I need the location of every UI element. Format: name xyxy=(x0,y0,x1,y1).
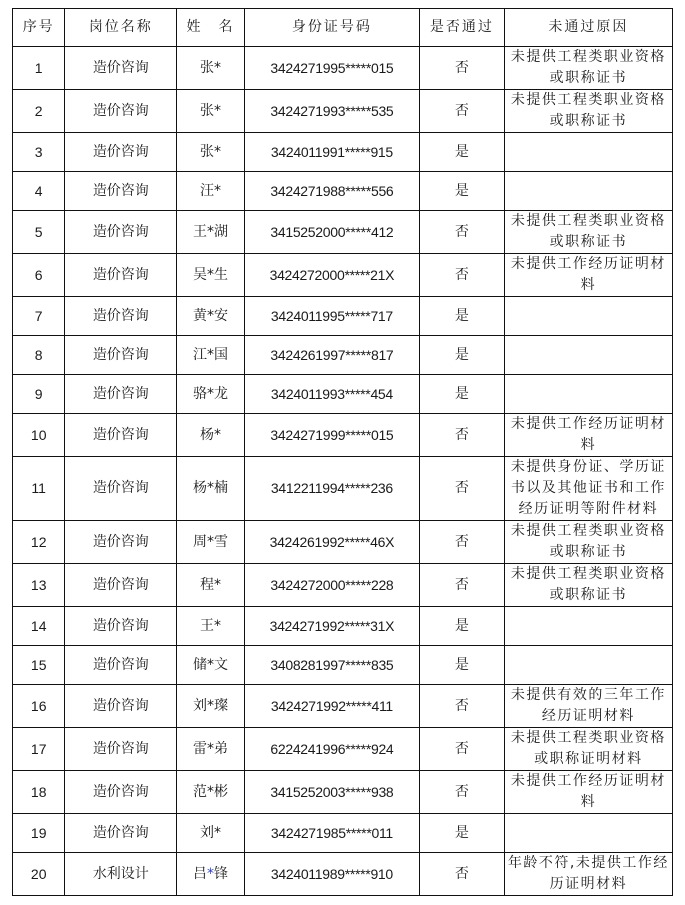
cell-passed: 否 xyxy=(420,47,505,90)
cell-id-number: 3424271995*****015 xyxy=(244,47,419,90)
table-row xyxy=(13,457,673,521)
cell-post: 造价咨询 xyxy=(65,771,177,814)
cell-id-number: 3424271992*****31X xyxy=(244,607,419,646)
cell-reason: 未提供工程类职业资格或职称证书 xyxy=(504,211,672,254)
cell-post: 造价咨询 xyxy=(65,685,177,728)
cell-reason: 未提供工程类职业资格或职称证书 xyxy=(504,564,672,607)
table-row xyxy=(13,336,673,375)
cell-id-number: 3424271988*****556 xyxy=(244,172,419,211)
table-row xyxy=(13,564,673,607)
cell-post: 造价咨询 xyxy=(65,133,177,172)
cell-seq: 18 xyxy=(13,771,65,814)
cell-id-number: 3415252003*****938 xyxy=(244,771,419,814)
header-post: 岗位名称 xyxy=(65,9,177,47)
cell-passed: 否 xyxy=(420,457,505,521)
cell-seq: 16 xyxy=(13,685,65,728)
cell-reason xyxy=(504,646,672,685)
cell-name: 吴*生 xyxy=(177,254,245,297)
cell-post: 造价咨询 xyxy=(65,297,177,336)
cell-passed: 是 xyxy=(420,172,505,211)
cell-reason xyxy=(504,814,672,853)
cell-passed: 否 xyxy=(420,414,505,457)
cell-name: 杨* xyxy=(177,414,245,457)
cell-passed: 否 xyxy=(420,728,505,771)
header-passed: 是否通过 xyxy=(420,9,505,47)
cell-name: 王* xyxy=(177,607,245,646)
cell-reason: 未提供工程类职业资格或职称证明材料 xyxy=(504,728,672,771)
cell-post: 造价咨询 xyxy=(65,172,177,211)
cell-seq: 10 xyxy=(13,414,65,457)
cell-passed: 是 xyxy=(420,814,505,853)
table-row xyxy=(13,728,673,771)
cell-id-number: 3424272000*****228 xyxy=(244,564,419,607)
cell-name: 程* xyxy=(177,564,245,607)
cell-passed: 是 xyxy=(420,133,505,172)
cell-seq: 5 xyxy=(13,211,65,254)
cell-name: 雷*弟 xyxy=(177,728,245,771)
cell-name: 杨*楠 xyxy=(177,457,245,521)
cell-id-number: 3424011993*****454 xyxy=(244,375,419,414)
cell-seq: 2 xyxy=(13,90,65,133)
cell-id-number: 3408281997*****835 xyxy=(244,646,419,685)
cell-name xyxy=(177,853,245,896)
table-row xyxy=(13,47,673,90)
cell-seq: 11 xyxy=(13,457,65,521)
cell-reason: 未提供工程类职业资格或职称证书 xyxy=(504,521,672,564)
cell-reason xyxy=(504,607,672,646)
cell-post: 造价咨询 xyxy=(65,211,177,254)
cell-passed: 是 xyxy=(420,607,505,646)
cell-passed: 否 xyxy=(420,521,505,564)
cell-reason xyxy=(504,375,672,414)
cell-id-number: 3424011989*****910 xyxy=(244,853,419,896)
cell-reason: 未提供工程类职业资格或职称证书 xyxy=(504,90,672,133)
table-row xyxy=(13,685,673,728)
cell-reason xyxy=(504,172,672,211)
cell-id-number: 3424271999*****015 xyxy=(244,414,419,457)
cell-passed: 是 xyxy=(420,297,505,336)
cell-passed: 否 xyxy=(420,254,505,297)
cell-post: 造价咨询 xyxy=(65,375,177,414)
cell-post: 水利设计 xyxy=(65,853,177,896)
cell-reason: 未提供工作经历证明材料 xyxy=(504,414,672,457)
header-name: 姓 名 xyxy=(177,9,245,47)
table-row xyxy=(13,853,673,896)
cell-name: 周*雪 xyxy=(177,521,245,564)
header-reason: 未通过原因 xyxy=(504,9,672,47)
table-row xyxy=(13,607,673,646)
cell-name: 黄*安 xyxy=(177,297,245,336)
cell-name: 汪* xyxy=(177,172,245,211)
table-row xyxy=(13,172,673,211)
cell-name: 范*彬 xyxy=(177,771,245,814)
cell-name: 刘* xyxy=(177,814,245,853)
cell-post: 造价咨询 xyxy=(65,336,177,375)
cell-id-number: 3424261992*****46X xyxy=(244,521,419,564)
cell-passed: 否 xyxy=(420,211,505,254)
screening-results-table xyxy=(12,8,673,896)
cell-seq: 1 xyxy=(13,47,65,90)
table-row xyxy=(13,814,673,853)
table-row xyxy=(13,90,673,133)
cell-post: 造价咨询 xyxy=(65,728,177,771)
cell-seq: 6 xyxy=(13,254,65,297)
cell-name: 储*文 xyxy=(177,646,245,685)
table-row xyxy=(13,211,673,254)
table-body xyxy=(13,47,673,896)
cell-reason xyxy=(504,133,672,172)
cell-seq: 15 xyxy=(13,646,65,685)
cell-post: 造价咨询 xyxy=(65,90,177,133)
cell-reason: 未提供有效的三年工作经历证明材料 xyxy=(504,685,672,728)
cell-passed: 是 xyxy=(420,375,505,414)
table-row xyxy=(13,646,673,685)
cell-seq: 8 xyxy=(13,336,65,375)
table-row xyxy=(13,133,673,172)
cell-post: 造价咨询 xyxy=(65,607,177,646)
cell-passed: 否 xyxy=(420,90,505,133)
cell-post: 造价咨询 xyxy=(65,521,177,564)
name-char: 锋 xyxy=(213,865,228,882)
cell-id-number: 3424271992*****411 xyxy=(244,685,419,728)
cell-id-number: 3424272000*****21X xyxy=(244,254,419,297)
cell-seq: 19 xyxy=(13,814,65,853)
table-row xyxy=(13,771,673,814)
cell-reason: 未提供工程类职业资格或职称证书 xyxy=(504,47,672,90)
masked-char: * xyxy=(206,865,214,882)
cell-name: 骆*龙 xyxy=(177,375,245,414)
cell-passed: 否 xyxy=(420,771,505,814)
cell-post: 造价咨询 xyxy=(65,254,177,297)
cell-seq: 14 xyxy=(13,607,65,646)
table-row xyxy=(13,414,673,457)
name-char: 吕 xyxy=(192,865,207,882)
cell-id-number: 3424261997*****817 xyxy=(244,336,419,375)
cell-post: 造价咨询 xyxy=(65,414,177,457)
cell-seq: 9 xyxy=(13,375,65,414)
cell-passed: 否 xyxy=(420,564,505,607)
cell-reason: 未提供身份证、学历证书以及其他证书和工作经历证明等附件材料 xyxy=(504,457,672,521)
cell-reason: 未提供工作经历证明材料 xyxy=(504,254,672,297)
header-id-number: 身份证号码 xyxy=(244,9,419,47)
cell-seq: 3 xyxy=(13,133,65,172)
cell-id-number: 3412211994*****236 xyxy=(244,457,419,521)
cell-post: 造价咨询 xyxy=(65,564,177,607)
table-row xyxy=(13,521,673,564)
cell-seq: 12 xyxy=(13,521,65,564)
cell-post: 造价咨询 xyxy=(65,457,177,521)
cell-reason xyxy=(504,336,672,375)
cell-seq: 4 xyxy=(13,172,65,211)
cell-id-number: 3424271993*****535 xyxy=(244,90,419,133)
cell-reason xyxy=(504,297,672,336)
cell-id-number: 6224241996*****924 xyxy=(244,728,419,771)
cell-name: 张* xyxy=(177,47,245,90)
cell-id-number: 3415252000*****412 xyxy=(244,211,419,254)
cell-post: 造价咨询 xyxy=(65,646,177,685)
cell-id-number: 3424271985*****011 xyxy=(244,814,419,853)
cell-reason: 年龄不符,未提供工作经历证明材料 xyxy=(504,853,672,896)
cell-post: 造价咨询 xyxy=(65,47,177,90)
table-row xyxy=(13,297,673,336)
cell-passed: 是 xyxy=(420,336,505,375)
cell-name: 王*湖 xyxy=(177,211,245,254)
cell-passed: 是 xyxy=(420,646,505,685)
cell-name: 张* xyxy=(177,133,245,172)
cell-id-number: 3424011995*****717 xyxy=(244,297,419,336)
cell-passed: 否 xyxy=(420,853,505,896)
cell-name: 江*国 xyxy=(177,336,245,375)
cell-seq: 20 xyxy=(13,853,65,896)
table-row xyxy=(13,254,673,297)
header-row xyxy=(13,9,673,47)
table-row xyxy=(13,375,673,414)
cell-passed: 否 xyxy=(420,685,505,728)
cell-id-number: 3424011991*****915 xyxy=(244,133,419,172)
header-seq: 序号 xyxy=(13,9,65,47)
cell-seq: 7 xyxy=(13,297,65,336)
cell-reason: 未提供工作经历证明材料 xyxy=(504,771,672,814)
cell-name: 刘*璨 xyxy=(177,685,245,728)
cell-name: 张* xyxy=(177,90,245,133)
cell-post: 造价咨询 xyxy=(65,814,177,853)
cell-seq: 17 xyxy=(13,728,65,771)
cell-seq: 13 xyxy=(13,564,65,607)
